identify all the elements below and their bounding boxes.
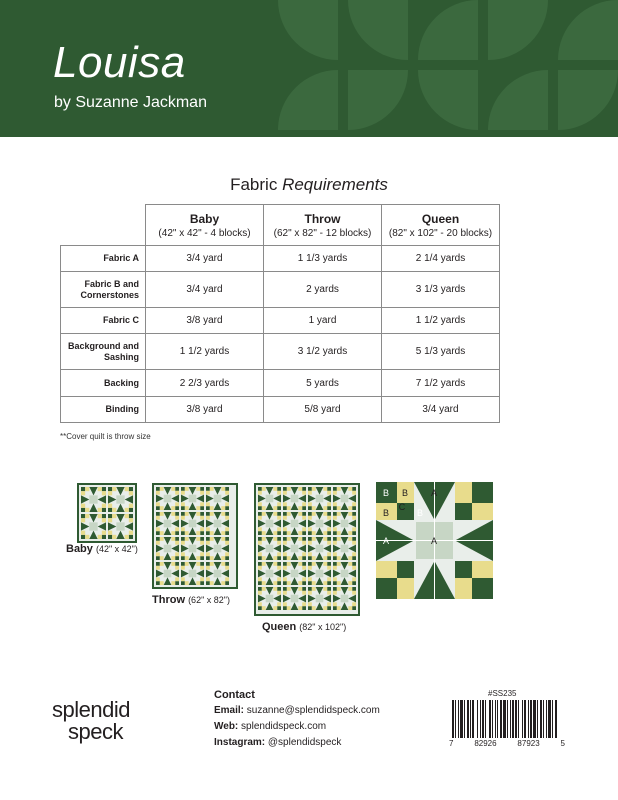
barcode-digit-group: 7 (449, 739, 454, 748)
barcode-digit-group: 87923 (517, 739, 540, 748)
block-label-b: B (416, 508, 424, 518)
table-row (61, 334, 500, 370)
table-cell: 3/8 yard (146, 308, 264, 334)
queen-quilt-caption (262, 621, 346, 633)
header-banner (0, 0, 618, 137)
table-corner (61, 205, 146, 246)
block-label-a: A (382, 536, 390, 546)
row-label: Fabric A (61, 246, 146, 272)
quilt-size-dims: (42" x 42") (95, 544, 138, 554)
table-cell: 3 1/3 yards (382, 272, 500, 308)
table-cell: 5/8 yard (264, 397, 382, 423)
header-pattern (278, 0, 618, 137)
splendid-speck-logo (52, 699, 130, 743)
table-cell: 3/8 yard (146, 397, 264, 423)
table-cell: 7 1/2 yards (382, 370, 500, 397)
block-label-b: B (382, 488, 390, 498)
web-link[interactable]: splendidspeck.com (241, 721, 327, 732)
block-diagram (376, 482, 493, 599)
column-header-baby (146, 205, 264, 246)
table-cell: 1 1/2 yards (382, 308, 500, 334)
barcode (452, 700, 560, 738)
row-label: Fabric C (61, 308, 146, 334)
quilt-size-name: Queen (262, 621, 297, 633)
table-row (61, 370, 500, 397)
sku-number: #SS235 (488, 689, 517, 698)
requirements-heading (0, 175, 618, 195)
column-name: Queen (421, 211, 460, 226)
table-cell: 2 yards (264, 272, 382, 308)
quilt-size-name: Throw (152, 594, 185, 606)
column-size: (62" x 82" - 12 blocks) (273, 227, 372, 239)
logo-line-2: speck (68, 719, 123, 744)
table-cell: 1 yard (264, 308, 382, 334)
contact-heading: Contact (214, 689, 255, 701)
email-label: Email: (214, 705, 245, 716)
contact-block (214, 687, 380, 751)
table-row (61, 397, 500, 423)
barcode-digits (449, 739, 565, 748)
row-label: Backing (61, 370, 146, 397)
row-label: Background and Sashing (61, 334, 146, 370)
quilt-size-name: Baby (66, 543, 93, 555)
logo-line-1: splendid (52, 697, 130, 722)
web-label: Web: (214, 721, 239, 732)
column-header-throw (264, 205, 382, 246)
table-cell: 3/4 yard (146, 272, 264, 308)
pattern-title: Louisa (53, 38, 186, 87)
table-row (61, 246, 500, 272)
instagram-link[interactable]: @splendidspeck (267, 737, 342, 748)
email-link[interactable]: suzanne@splendidspeck.com (246, 705, 380, 716)
table-cell: 2 1/4 yards (382, 246, 500, 272)
column-name: Throw (304, 211, 341, 226)
requirements-heading-italic: Requirements (282, 175, 388, 194)
block-label-a: A (430, 488, 438, 498)
table-cell: 2 2/3 yards (146, 370, 264, 397)
row-label: Fabric B and Cornerstones (61, 272, 146, 308)
table-cell: 3/4 yard (146, 246, 264, 272)
throw-quilt-caption (152, 594, 230, 606)
cover-size-note: **Cover quilt is throw size (60, 432, 151, 441)
barcode-digit-group: 82926 (474, 739, 497, 748)
baby-quilt-caption (66, 543, 138, 555)
requirements-heading-plain: Fabric (230, 175, 278, 194)
quilt-size-dims: (62" x 82") (188, 595, 230, 605)
quilt-size-dims: (82" x 102") (299, 622, 347, 632)
table-cell: 5 1/3 yards (382, 334, 500, 370)
queen-quilt-diagram (254, 483, 360, 616)
baby-quilt-diagram (77, 483, 137, 543)
table-cell: 5 yards (264, 370, 382, 397)
throw-quilt-diagram (152, 483, 238, 589)
barcode-digit-group: 5 (560, 739, 565, 748)
block-label-a: A (430, 536, 438, 546)
table-cell: 3/4 yard (382, 397, 500, 423)
contact-web (214, 719, 380, 735)
column-size: (42" x 42" - 4 blocks) (158, 227, 251, 239)
contact-email (214, 703, 380, 719)
table-cell: 1 1/3 yards (264, 246, 382, 272)
instagram-label: Instagram: (214, 737, 266, 748)
block-label-c: C (398, 502, 406, 512)
row-label: Binding (61, 397, 146, 423)
table-cell: 1 1/2 yards (146, 334, 264, 370)
table-row (61, 272, 500, 308)
table-header-row (61, 205, 500, 246)
column-size: (82" x 102" - 20 blocks) (388, 227, 493, 239)
fabric-requirements-table (60, 204, 500, 423)
block-label-b: B (382, 508, 390, 518)
table-cell: 3 1/2 yards (264, 334, 382, 370)
column-header-queen (382, 205, 500, 246)
designer-byline: by Suzanne Jackman (54, 94, 207, 111)
table-row (61, 308, 500, 334)
column-name: Baby (189, 211, 220, 226)
block-label-b: B (401, 488, 409, 498)
contact-instagram (214, 735, 380, 751)
